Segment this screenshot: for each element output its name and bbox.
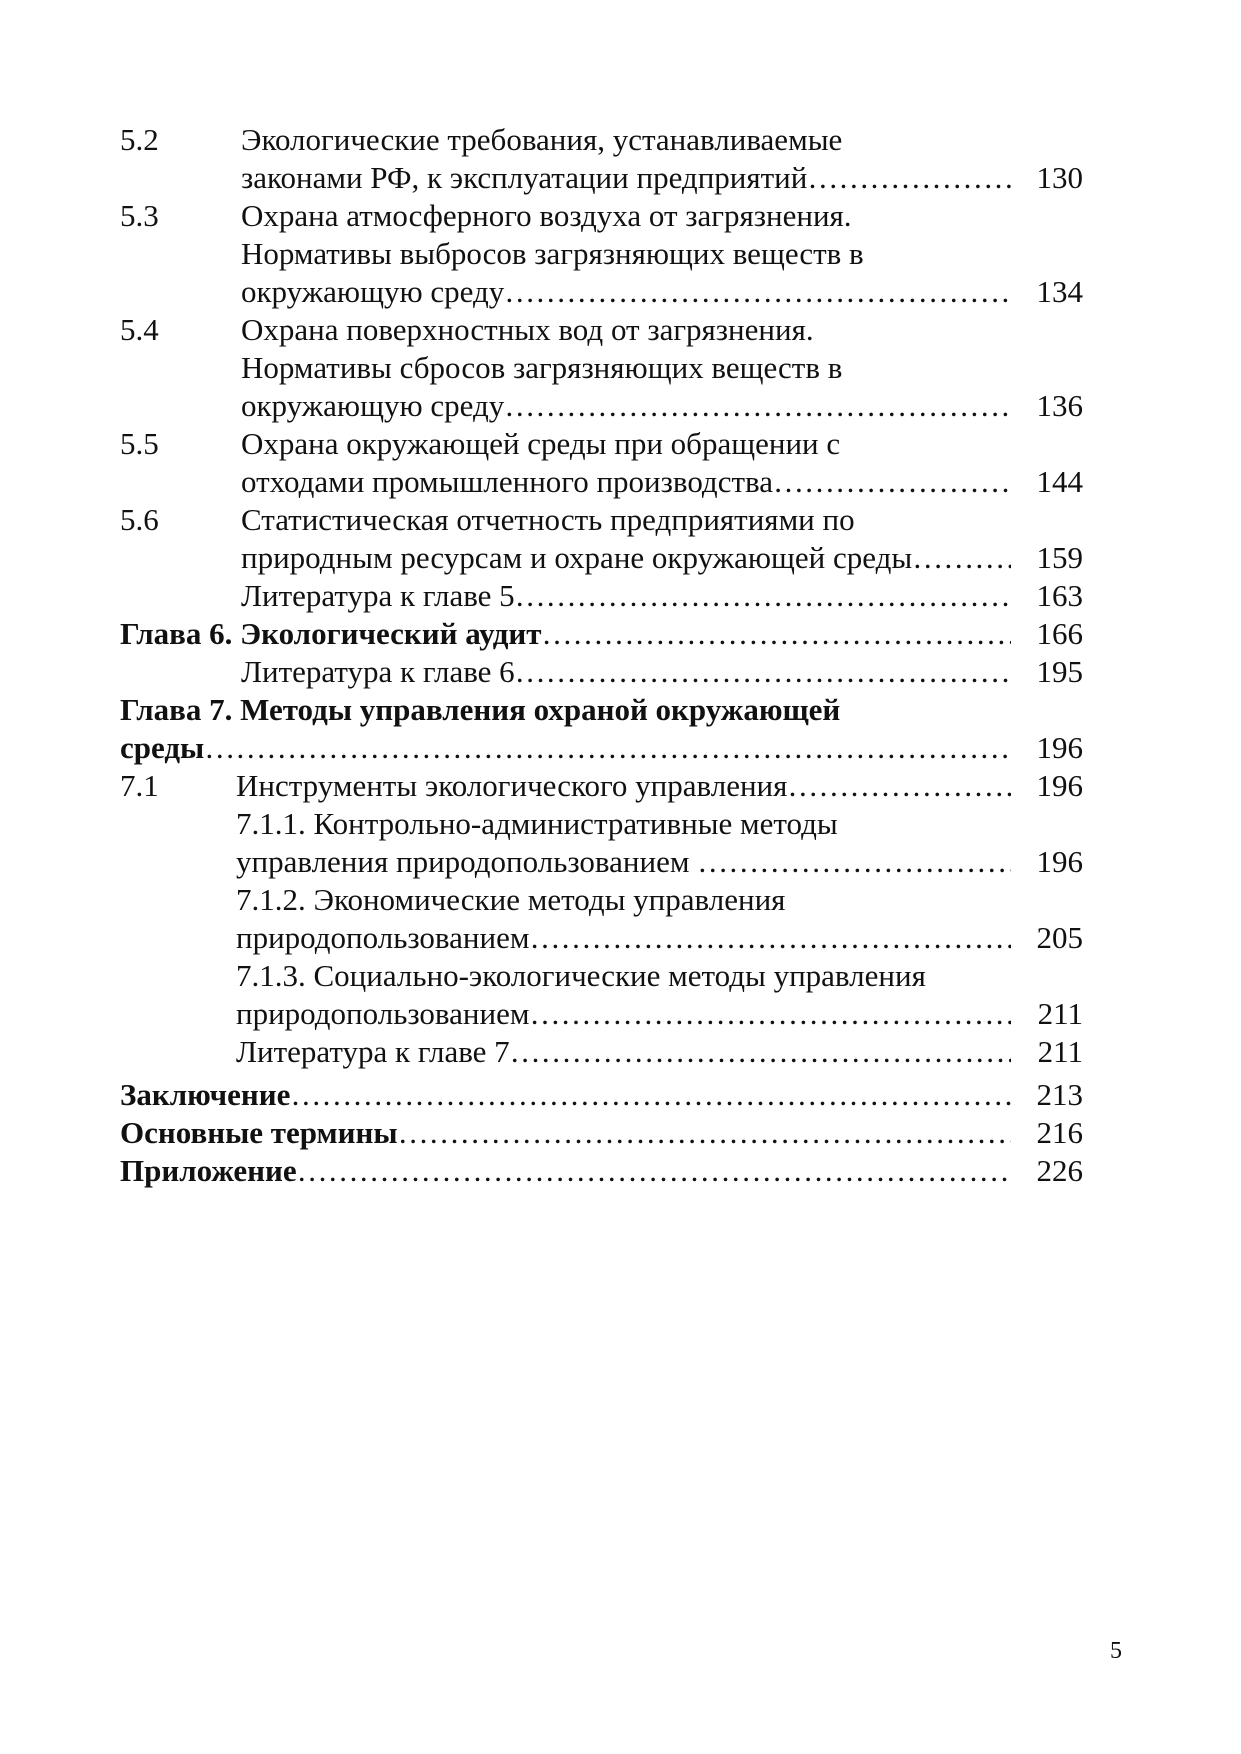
toc-entry-7-1-2-line-2 bbox=[120, 919, 1083, 957]
toc-page-number: 196 bbox=[1036, 768, 1083, 803]
toc-entry-7-1 bbox=[120, 767, 1083, 805]
toc-entry-5-3-line-2 bbox=[120, 235, 1083, 273]
toc-entry-title: законами РФ, к эксплуатации предприятий ………………………………………………………………………………………………………………………………………………………………………………………………………………………………… bbox=[241, 159, 1011, 197]
toc-entry-literature-5 bbox=[120, 577, 1083, 615]
toc-entry-title: Литература к главе 6 ………………………………………………………………………………………………………………………………………………………………………………………………………………………………… bbox=[241, 653, 1011, 691]
toc-entry-title: Статистическая отчетность предприятиями по bbox=[241, 502, 855, 537]
toc-entry-title: окружающую среду ………………………………………………………………………………………………………………………………………………………………………………………………………………………………… bbox=[241, 273, 1011, 311]
toc-section-number: 5.2 bbox=[120, 122, 159, 157]
toc-page-number: 211 bbox=[1037, 996, 1083, 1031]
toc-page-number: 196 bbox=[1036, 730, 1083, 765]
toc-page-number: 163 bbox=[1036, 578, 1083, 613]
toc-entry-7-1-1-line-1 bbox=[120, 805, 1083, 843]
toc-page-number: 213 bbox=[1036, 1077, 1083, 1112]
toc-entry-title: Литература к главе 7 ………………………………………………………………………………………………………………………………………………………………………………………………………………………………… bbox=[236, 1033, 1011, 1071]
toc-entry-literature-6 bbox=[120, 653, 1083, 691]
toc-entry-5-2-line-2 bbox=[120, 159, 1083, 197]
toc-entry-5-3-line-3 bbox=[120, 273, 1083, 311]
toc-page-number: 196 bbox=[1036, 844, 1083, 879]
toc-section-number: 5.4 bbox=[120, 312, 159, 347]
toc-entry-title: управления природопользованием ………………………………………………………………………………………………………………………………………………………………………………………………………………………………… bbox=[236, 843, 1011, 881]
toc-entry-5-4-line-2 bbox=[120, 349, 1083, 387]
toc-entry-7-1-1-line-2 bbox=[120, 843, 1083, 881]
toc-entry-title: Охрана атмосферного воздуха от загрязнения. bbox=[241, 198, 852, 233]
toc-entry-conclusion bbox=[120, 1076, 1083, 1114]
toc-page-number: 130 bbox=[1036, 160, 1083, 195]
toc-page-number: 134 bbox=[1036, 274, 1083, 309]
chapter-heading: Глава 7. Методы управления охраной окружающей bbox=[120, 692, 841, 727]
toc-page-number: 195 bbox=[1036, 654, 1083, 689]
toc-entry-chapter-7-line-2 bbox=[120, 729, 1083, 767]
page-number: 5 bbox=[1110, 1638, 1122, 1664]
toc-entry-5-5-line-2 bbox=[120, 463, 1083, 501]
toc-entry-title: Инструменты экологического управления ………………………………………………………………………………………………………………………………………………………………………………………………………………………………… bbox=[236, 767, 1011, 805]
toc-entry-appendix bbox=[120, 1152, 1083, 1190]
toc-entry-7-1-3-line-2 bbox=[120, 995, 1083, 1033]
toc-entry-title bbox=[120, 729, 1011, 767]
toc-entry-title bbox=[120, 1076, 1011, 1114]
toc-entry-chapter-6 bbox=[120, 615, 1083, 653]
toc-entry-7-1-3-line-1 bbox=[120, 957, 1083, 995]
toc-page-number: 205 bbox=[1036, 920, 1083, 955]
toc-entry-5-3-line-1 bbox=[120, 197, 1083, 235]
toc-section-number: 5.3 bbox=[120, 198, 159, 233]
toc-entry-title: отходами промышленного производства ………………………………………………………………………………………………………………………………………………………………………………………………………………………………… bbox=[241, 463, 1011, 501]
toc-entry-title: 7.1.1. Контрольно-административные методы bbox=[236, 806, 838, 841]
toc-entry-title: 7.1.2. Экономические методы управления bbox=[236, 882, 786, 917]
toc-entry-title: окружающую среду ………………………………………………………………………………………………………………………………………………………………………………………………………………………………… bbox=[241, 387, 1011, 425]
toc-entry-title bbox=[120, 615, 1011, 653]
toc-entry-title: природным ресурсам и охране окружающей среды ………………………………………………………………………………………………………………………………………………………………………………………………………………………………… bbox=[241, 539, 1011, 577]
toc-entry-title: Экологические требования, устанавливаемые bbox=[241, 122, 843, 157]
toc-entry-7-1-2-line-1 bbox=[120, 881, 1083, 919]
toc-entry-5-4-line-3 bbox=[120, 387, 1083, 425]
toc-entry-5-5-line-1 bbox=[120, 425, 1083, 463]
toc-entry-literature-7 bbox=[120, 1033, 1083, 1071]
toc-entry-5-6-line-2 bbox=[120, 539, 1083, 577]
toc-entry-chapter-7-line-1 bbox=[120, 691, 1083, 729]
toc-page-number: 144 bbox=[1036, 464, 1083, 499]
toc-page-number: 216 bbox=[1036, 1115, 1083, 1150]
chapter-heading: Заключение bbox=[120, 1077, 291, 1112]
toc-entry-title: Нормативы выбросов загрязняющих веществ в bbox=[241, 236, 864, 271]
chapter-heading: Приложение bbox=[120, 1153, 297, 1188]
toc-entry-title: Нормативы сбросов загрязняющих веществ в bbox=[241, 350, 843, 385]
toc-entry-5-6-line-1 bbox=[120, 501, 1083, 539]
toc-entry-5-4-line-1 bbox=[120, 311, 1083, 349]
toc-entry-title bbox=[120, 1152, 1011, 1190]
toc-entry-title: 7.1.3. Социально-экологические методы управления bbox=[236, 958, 926, 993]
toc-section-number: 5.6 bbox=[120, 502, 159, 537]
toc-page-number: 226 bbox=[1036, 1153, 1083, 1188]
chapter-heading: Основные термины bbox=[120, 1115, 398, 1150]
toc-entry-title: природопользованием ………………………………………………………………………………………………………………………………………………………………………………………………………………………………… bbox=[236, 995, 1011, 1033]
toc-entry-title: Литература к главе 5 ………………………………………………………………………………………………………………………………………………………………………………………………………………………………… bbox=[241, 577, 1011, 615]
toc-page-number: 211 bbox=[1037, 1034, 1083, 1069]
toc-entry-title: природопользованием ………………………………………………………………………………………………………………………………………………………………………………………………………………………………… bbox=[236, 919, 1011, 957]
toc-entry-title bbox=[120, 1114, 1011, 1152]
toc-section-number: 7.1 bbox=[120, 768, 159, 803]
toc-page-number: 136 bbox=[1036, 388, 1083, 423]
toc-section-number: 5.5 bbox=[120, 426, 159, 461]
chapter-heading: Глава 6. Экологический аудит bbox=[120, 616, 542, 651]
toc-page-number: 166 bbox=[1036, 616, 1083, 651]
chapter-heading: среды bbox=[120, 730, 205, 765]
toc-entry-5-2-line-1 bbox=[120, 121, 1083, 159]
toc-page-number: 159 bbox=[1036, 540, 1083, 575]
toc-entry-glossary bbox=[120, 1114, 1083, 1152]
toc-entry-title: Охрана окружающей среды при обращении с bbox=[241, 426, 841, 461]
toc-entry-title: Охрана поверхностных вод от загрязнения. bbox=[241, 312, 814, 347]
